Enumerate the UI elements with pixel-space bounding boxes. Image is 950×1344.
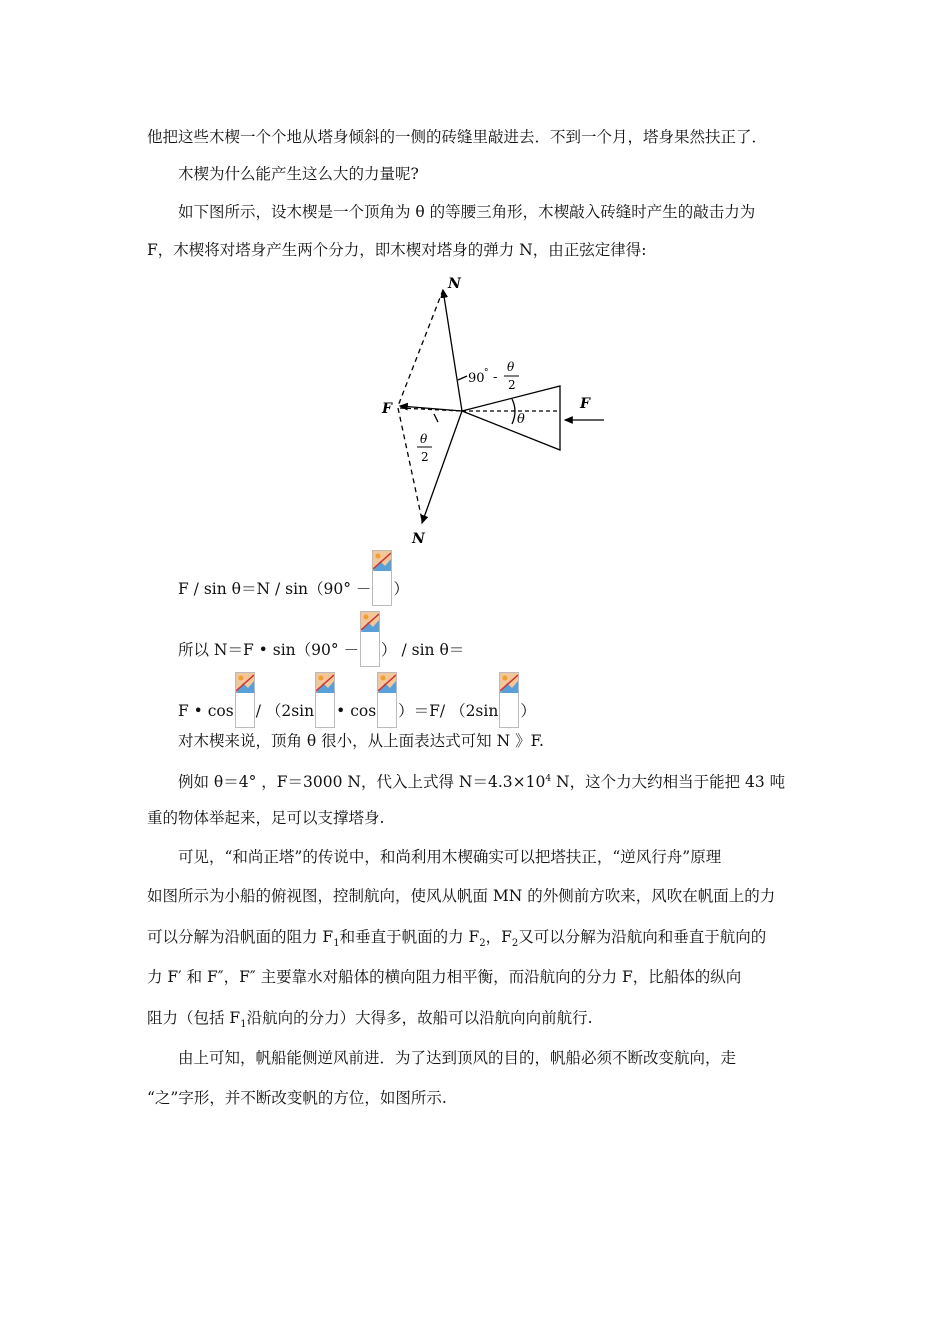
formula-3-c: • cos bbox=[336, 702, 377, 720]
angle-top-deg: ° bbox=[484, 368, 489, 378]
dashed-side-upper bbox=[398, 290, 443, 406]
paragraph-4: 对木楔来说，顶角 θ 很小，从上面表达式可知 N 》F. bbox=[178, 732, 544, 750]
formula-2-b: ） / sin θ＝ bbox=[381, 641, 465, 659]
paragraph-9-d: 又可以分解为沿航向和垂直于航向的 bbox=[518, 928, 767, 946]
paragraph-7: 可见，“和尚正塔”的传说中，和尚利用木楔确实可以把塔扶正，“逆风行舟”原理 bbox=[178, 848, 722, 866]
paragraph-9-b: 和垂直于帆面的力 F bbox=[339, 928, 480, 946]
paragraph-5-sup: 4 bbox=[545, 774, 552, 784]
paragraph-2: 木楔为什么能产生这么大的力量呢? bbox=[178, 165, 419, 183]
paragraph-13: “之”字形，并不断改变帆的方位，如图所示. bbox=[147, 1089, 447, 1107]
angle-top-minus: - bbox=[493, 370, 498, 385]
paragraph-9 bbox=[147, 927, 766, 954]
wedge-triangle bbox=[462, 386, 560, 450]
paragraph-5-a: 例如 θ＝4° ，F＝3000 N，代入上式得 N＝4.3×10 bbox=[178, 773, 546, 792]
label-f-left: F bbox=[382, 401, 392, 417]
label-theta: θ bbox=[517, 412, 525, 427]
angle-top-theta: θ bbox=[507, 360, 515, 374]
angle-top-90: 90 bbox=[468, 371, 485, 386]
formula-3-d: ）＝F/ （2sin bbox=[398, 702, 499, 720]
paragraph-11-a: 阻力（包括 F bbox=[147, 1009, 241, 1027]
image-placeholder-icon bbox=[315, 672, 335, 728]
paragraph-9-sub3: 2 bbox=[511, 938, 519, 950]
paragraph-11 bbox=[147, 1008, 593, 1035]
wedge-force-diagram bbox=[372, 268, 622, 548]
formula-3-b: / （2sin bbox=[255, 702, 315, 720]
image-placeholder-icon bbox=[360, 611, 380, 667]
label-f-right: F bbox=[580, 396, 590, 412]
label-n-top: N bbox=[448, 276, 461, 292]
angle-bottom-theta: θ bbox=[420, 432, 428, 446]
paragraph-6: 重的物体举起来，足可以支撑塔身. bbox=[147, 809, 385, 827]
paragraph-9-sub2: 2 bbox=[479, 938, 486, 950]
paragraph-5 bbox=[178, 769, 785, 792]
paragraph-5-b: N，这个力大约相当于能把 43 吨 bbox=[551, 773, 786, 792]
formula-2-a: 所以 N＝F • sin（90° － bbox=[178, 641, 360, 659]
formula-2 bbox=[178, 623, 464, 679]
label-n-bottom: N bbox=[412, 531, 425, 547]
paragraph-11-sub: 1 bbox=[240, 1019, 247, 1031]
formula-3-a: F • cos bbox=[178, 702, 234, 720]
paragraph-3b: F，木楔将对塔身产生两个分力，即木楔对塔身的弹力 N，由正弦定律得: bbox=[147, 241, 647, 259]
paragraph-8: 如图所示为小船的俯视图，控制航向，使风从帆面 MN 的外侧前方吹来，风吹在帆面上的力 bbox=[147, 887, 776, 905]
paragraph-1: 他把这些木楔一个个地从塔身倾斜的一侧的砖缝里敲进去．不到一个月，塔身果然扶正了． bbox=[147, 128, 768, 146]
image-placeholder-icon bbox=[235, 672, 255, 728]
paragraph-12: 由上可知，帆船能侧逆风前进．为了达到顶风的目的，帆船必须不断改变航向，走 bbox=[178, 1049, 737, 1067]
paragraph-9-sub1: 1 bbox=[333, 938, 340, 950]
formula-3-e: ） bbox=[520, 702, 536, 720]
n-up-vector bbox=[443, 290, 462, 411]
image-placeholder-icon bbox=[372, 550, 392, 606]
formula-1 bbox=[178, 562, 409, 618]
angle-bottom-two: 2 bbox=[421, 450, 429, 464]
formula-1-b: ） bbox=[393, 580, 409, 598]
paragraph-9-a: 可以分解为沿帆面的阻力 F bbox=[147, 928, 334, 946]
image-placeholder-icon bbox=[499, 672, 519, 728]
formula-1-a: F / sin θ＝N / sin（90° － bbox=[178, 580, 372, 598]
n-down-vector bbox=[422, 411, 462, 523]
paragraph-10: 力 F′ 和 F″，F″ 主要靠水对船体的横向阻力相平衡，而沿航向的分力 F，比船体的纵向 bbox=[147, 968, 742, 986]
paragraph-9-c: ，F bbox=[485, 928, 512, 946]
dashed-side-lower bbox=[398, 408, 422, 520]
image-placeholder-icon bbox=[377, 672, 397, 728]
paragraph-3a: 如下图所示，设木楔是一个顶角为 θ 的等腰三角形，木楔敲入砖缝时产生的敲击力为 bbox=[178, 203, 756, 221]
paragraph-11-b: 沿航向的分力）大得多，故船可以沿航向向前航行. bbox=[246, 1009, 593, 1027]
angle-top-two: 2 bbox=[508, 378, 516, 392]
